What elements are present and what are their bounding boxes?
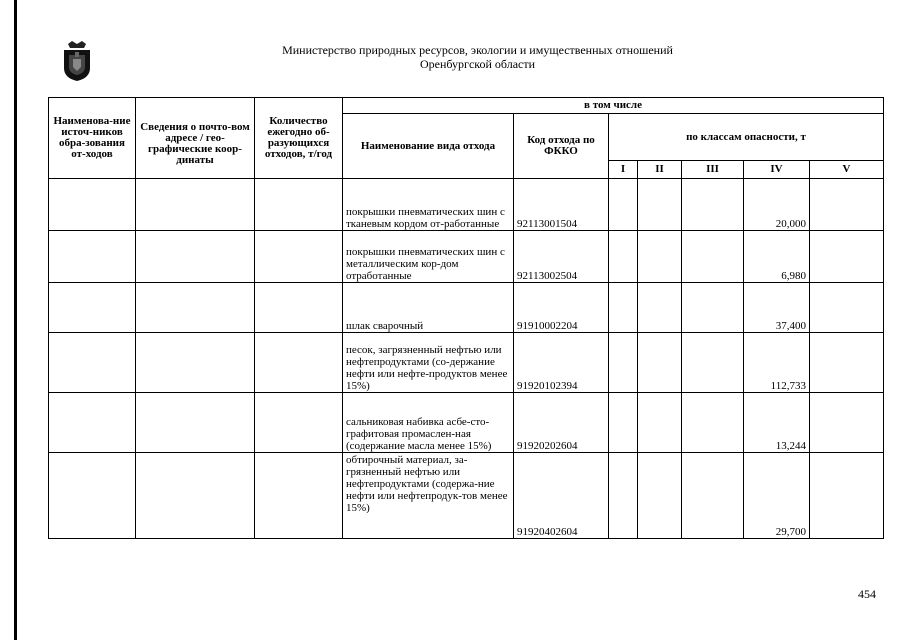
header-hazard-classes: по классам опасности, т bbox=[609, 114, 884, 161]
quantity-cell bbox=[255, 453, 343, 539]
source-cell bbox=[49, 231, 136, 283]
class-iv-cell: 37,400 bbox=[744, 283, 810, 333]
class-v-cell bbox=[810, 179, 884, 231]
ministry-header bbox=[200, 43, 755, 71]
header-class-i: I bbox=[609, 161, 638, 179]
class-v-cell bbox=[810, 333, 884, 393]
class-iii-cell bbox=[682, 231, 744, 283]
class-ii-cell bbox=[638, 453, 682, 539]
table-row bbox=[49, 283, 884, 333]
table-row bbox=[49, 453, 884, 539]
source-cell bbox=[49, 393, 136, 453]
header-including: в том числе bbox=[343, 98, 884, 114]
class-v-cell bbox=[810, 453, 884, 539]
table-row bbox=[49, 179, 884, 231]
class-ii-cell bbox=[638, 333, 682, 393]
waste-name-cell: сальниковая набивка асбе-сто-графитовая промаслен-ная (содержание масла менее 15%) bbox=[343, 393, 514, 453]
class-iv-cell: 20,000 bbox=[744, 179, 810, 231]
class-i-cell bbox=[609, 179, 638, 231]
source-cell bbox=[49, 453, 136, 539]
header-class-v: V bbox=[810, 161, 884, 179]
waste-code-cell: 91920402604 bbox=[514, 453, 609, 539]
page-number: 454 bbox=[858, 587, 876, 601]
class-i-cell bbox=[609, 283, 638, 333]
quantity-cell bbox=[255, 231, 343, 283]
source-cell bbox=[49, 283, 136, 333]
class-iii-cell bbox=[682, 283, 744, 333]
address-cell bbox=[136, 179, 255, 231]
class-iv-cell: 13,244 bbox=[744, 393, 810, 453]
class-ii-cell bbox=[638, 393, 682, 453]
quantity-cell bbox=[255, 393, 343, 453]
class-i-cell bbox=[609, 333, 638, 393]
address-cell bbox=[136, 333, 255, 393]
ministry-header-line2: Оренбургской области bbox=[419, 57, 536, 71]
class-i-cell bbox=[609, 393, 638, 453]
header-class-iii: III bbox=[682, 161, 744, 179]
waste-name-cell: песок, загрязненный нефтью или нефтепродуктами (со-держание нефти или нефте-продуктов менее 15%) bbox=[343, 333, 514, 393]
table-row bbox=[49, 231, 884, 283]
waste-code-cell: 91920202604 bbox=[514, 393, 609, 453]
class-v-cell bbox=[810, 283, 884, 333]
class-v-cell bbox=[810, 393, 884, 453]
coat-of-arms-icon bbox=[60, 40, 94, 82]
header-address: Сведения о почто-вом адресе / гео-графические коор-динаты bbox=[136, 98, 255, 179]
source-cell bbox=[49, 179, 136, 231]
quantity-cell bbox=[255, 333, 343, 393]
address-cell bbox=[136, 283, 255, 333]
class-ii-cell bbox=[638, 231, 682, 283]
waste-code-cell: 91920102394 bbox=[514, 333, 609, 393]
waste-name-cell: шлак сварочный bbox=[343, 283, 514, 333]
class-v-cell bbox=[810, 231, 884, 283]
waste-name-cell: обтирочный материал, за-грязненный нефтью или нефтепродуктами (содержа-ние нефти или нефтепродук-тов менее 15%) bbox=[343, 453, 514, 539]
page-edge-bar bbox=[14, 0, 17, 640]
header-code: Код отхода по ФККО bbox=[514, 114, 609, 179]
class-i-cell bbox=[609, 453, 638, 539]
header-class-ii: II bbox=[638, 161, 682, 179]
address-cell bbox=[136, 231, 255, 283]
header-source-name: Наименова-ние источ-ников обра-зования от-ходов bbox=[49, 98, 136, 179]
class-iii-cell bbox=[682, 333, 744, 393]
ministry-header-line1: Министерство природных ресурсов, экологии и имущественных отношений bbox=[282, 43, 673, 57]
class-iv-cell: 112,733 bbox=[744, 333, 810, 393]
table-row bbox=[49, 393, 884, 453]
header-class-iv: IV bbox=[744, 161, 810, 179]
waste-name-cell: покрышки пневматических шин с металлическим кор-дом отработанные bbox=[343, 231, 514, 283]
class-ii-cell bbox=[638, 179, 682, 231]
address-cell bbox=[136, 393, 255, 453]
waste-code-cell: 91910002204 bbox=[514, 283, 609, 333]
quantity-cell bbox=[255, 283, 343, 333]
quantity-cell bbox=[255, 179, 343, 231]
class-i-cell bbox=[609, 231, 638, 283]
source-cell bbox=[49, 333, 136, 393]
class-iv-cell: 6,980 bbox=[744, 231, 810, 283]
class-iii-cell bbox=[682, 453, 744, 539]
waste-code-cell: 92113001504 bbox=[514, 179, 609, 231]
class-iii-cell bbox=[682, 179, 744, 231]
class-iv-cell: 29,700 bbox=[744, 453, 810, 539]
class-iii-cell bbox=[682, 393, 744, 453]
waste-table bbox=[48, 97, 884, 539]
waste-name-cell: покрышки пневматических шин с тканевым кордом от-работанные bbox=[343, 179, 514, 231]
class-ii-cell bbox=[638, 283, 682, 333]
header-quantity: Количество ежегодно об-разующихся отходов, т/год bbox=[255, 98, 343, 179]
table-row bbox=[49, 333, 884, 393]
header-waste-type: Наименование вида отхода bbox=[343, 114, 514, 179]
address-cell bbox=[136, 453, 255, 539]
waste-code-cell: 92113002504 bbox=[514, 231, 609, 283]
